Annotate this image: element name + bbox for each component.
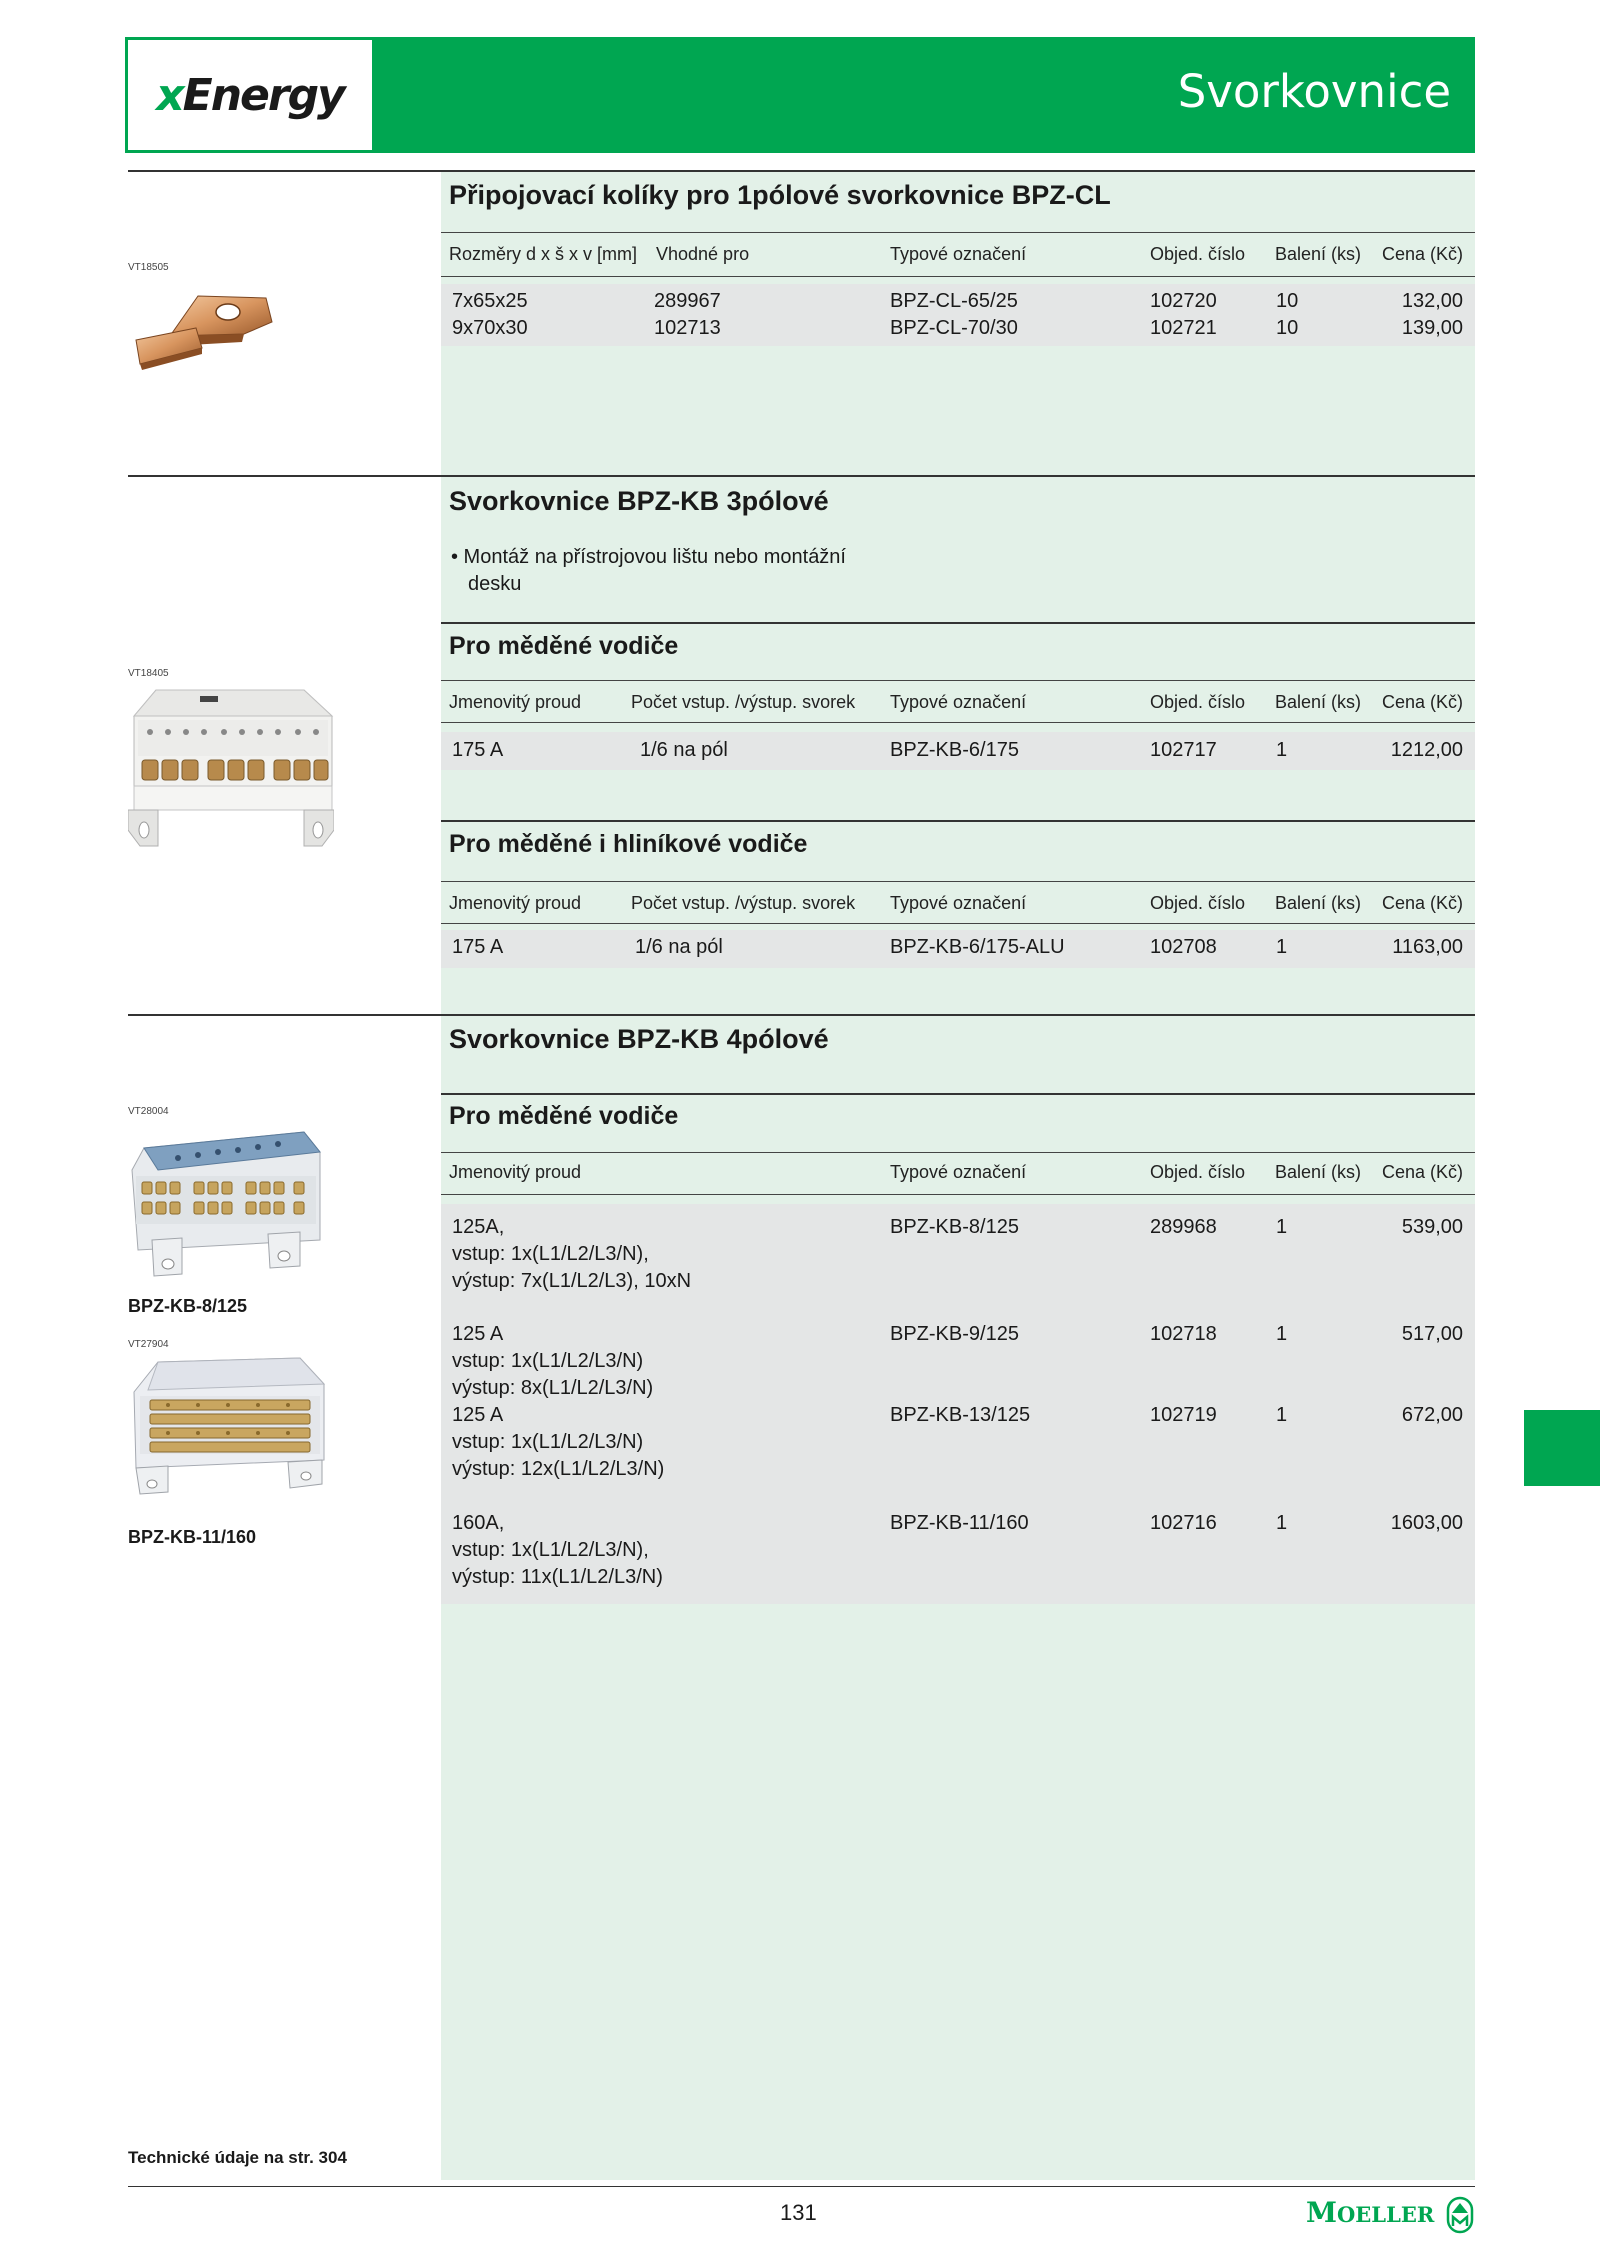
col-header: Rozměry d x š x v [mm]	[449, 244, 638, 264]
col-header: Objed. číslo	[1150, 692, 1246, 712]
col-header: Jmenovitý proud	[449, 893, 582, 913]
table-cell: 1	[1276, 1512, 1288, 1534]
section-divider	[128, 170, 1475, 172]
table-cell: 102708	[1150, 936, 1217, 958]
image-code: VT18505	[128, 262, 169, 273]
table-cell-price: 132,00	[1401, 290, 1463, 312]
moeller-logo: MOELLER	[1306, 2196, 1435, 2229]
table-rule	[441, 680, 1475, 681]
terminal-block-3pole-image	[128, 686, 334, 856]
table-cell: 10	[1276, 317, 1299, 339]
table-cell: 125A, vstup: 1x(L1/L2/L3/N), výstup: 7x(L1/L2/L3), 10xN	[452, 1216, 692, 1292]
table-cell: 1/6 na pól	[640, 739, 728, 761]
xenergy-logo-box	[128, 40, 372, 150]
table-cell-price: 1163,00	[1392, 936, 1463, 958]
table-rule	[441, 232, 1475, 233]
table-cell: 102720	[1150, 290, 1217, 312]
table-cell: 160A, vstup: 1x(L1/L2/L3/N), výstup: 11x(L1/L2/L3/N)	[452, 1512, 663, 1588]
page-number: 131	[780, 2200, 817, 2225]
section-divider	[128, 1014, 1475, 1016]
image-code: VT28004	[128, 1106, 169, 1117]
table-cell: BPZ-KB-13/125	[890, 1404, 1031, 1426]
image-code: VT18405	[128, 668, 169, 679]
col-header: Typové označení	[890, 1162, 1027, 1182]
feature-bullet: • Montáž na přístrojovou lištu nebo montážní	[451, 546, 846, 568]
section-title-bpz-kb-3: Svorkovnice BPZ-KB 3pólové	[449, 486, 829, 516]
table-cell: 7x65x25	[452, 290, 528, 312]
col-header: Balení (ks)	[1275, 244, 1362, 264]
table-rule	[441, 276, 1475, 277]
table-cell: 1	[1276, 739, 1288, 761]
page-header	[125, 37, 1475, 153]
col-header: Počet vstup. /výstup. svorek	[631, 692, 856, 712]
table-cell: 289968	[1150, 1216, 1217, 1238]
table-cell: BPZ-CL-65/25	[890, 290, 1018, 312]
table-cell: 102713	[654, 317, 721, 339]
col-header: Cena (Kč)	[1382, 1162, 1464, 1182]
table-cell: BPZ-KB-6/175-ALU	[890, 936, 1065, 958]
col-header: Počet vstup. /výstup. svorek	[631, 893, 856, 913]
table-rule	[441, 722, 1475, 723]
subsection-divider	[441, 1093, 1475, 1095]
table-cell: 1/6 na pól	[635, 936, 723, 958]
section-divider	[128, 475, 1475, 477]
xenergy-logo: xEnergy	[156, 69, 344, 121]
table-cell: 1	[1276, 1216, 1288, 1238]
table-cell: 125 A vstup: 1x(L1/L2/L3/N) výstup: 8x(L1/L2/L3/N)	[452, 1323, 654, 1399]
table-rule	[441, 881, 1475, 882]
section-title-bpz-kb-4: Svorkovnice BPZ-KB 4pólové	[449, 1024, 829, 1054]
col-header: Balení (ks)	[1275, 893, 1362, 913]
terminal-block-4pole-blue-image	[128, 1130, 324, 1282]
section-title-bpz-cl: Připojovací kolíky pro 1pólové svorkovnice BPZ-CL	[449, 180, 1111, 210]
subsection-title: Pro měděné vodiče	[449, 1102, 679, 1130]
table-cell-price: 1603,00	[1390, 1512, 1463, 1534]
col-header: Jmenovitý proud	[449, 1162, 582, 1182]
table-cell: 102719	[1150, 1404, 1217, 1426]
image-caption: BPZ-KB-8/125	[128, 1296, 248, 1316]
col-header: Objed. číslo	[1150, 244, 1246, 264]
col-header: Vhodné pro	[656, 244, 750, 264]
table-cell: 102721	[1150, 317, 1217, 339]
table-cell: 10	[1276, 290, 1299, 312]
table-cell: 175 A	[452, 936, 504, 958]
col-header: Typové označení	[890, 244, 1027, 264]
table-cell: 102718	[1150, 1323, 1217, 1345]
col-header: Objed. číslo	[1150, 893, 1246, 913]
table-cell: BPZ-KB-9/125	[890, 1323, 1019, 1345]
col-header: Balení (ks)	[1275, 692, 1362, 712]
table-cell-price: 517,00	[1401, 1323, 1463, 1345]
table-rule	[441, 923, 1475, 924]
chapter-tab-marker	[1524, 1410, 1600, 1486]
table-cell: 102716	[1150, 1512, 1217, 1534]
table-cell: BPZ-CL-70/30	[890, 317, 1018, 339]
copper-pin-image	[126, 288, 276, 372]
table-cell-price: 1212,00	[1390, 739, 1463, 761]
table-cell: 1	[1276, 1404, 1288, 1426]
col-header: Balení (ks)	[1275, 1162, 1362, 1182]
col-header: Objed. číslo	[1150, 1162, 1246, 1182]
col-header: Cena (Kč)	[1382, 893, 1464, 913]
footer-rule	[128, 2186, 1475, 2187]
page-title: Svorkovnice	[1177, 65, 1451, 118]
col-header: Jmenovitý proud	[449, 692, 582, 712]
table-cell: BPZ-KB-11/160	[890, 1512, 1029, 1534]
subsection-title: Pro měděné vodiče	[449, 632, 679, 660]
table-cell: 102717	[1150, 739, 1217, 761]
image-caption: BPZ-KB-11/160	[128, 1527, 257, 1547]
image-code: VT27904	[128, 1339, 169, 1350]
terminal-block-4pole-cover-image	[128, 1356, 328, 1498]
table-cell: 9x70x30	[452, 317, 528, 339]
table-cell-price: 672,00	[1401, 1404, 1463, 1426]
subsection-title: Pro měděné i hliníkové vodiče	[449, 830, 808, 858]
table-cell: 1	[1276, 936, 1288, 958]
table-rule	[441, 1152, 1475, 1153]
col-header: Cena (Kč)	[1382, 692, 1464, 712]
table-cell: 289967	[654, 290, 721, 312]
moeller-emblem-icon	[1446, 2196, 1474, 2234]
table-cell: 125 A vstup: 1x(L1/L2/L3/N) výstup: 12x(L1/L2/L3/N)	[452, 1404, 665, 1480]
table-cell-price: 139,00	[1401, 317, 1463, 339]
table-cell: 1	[1276, 1323, 1288, 1345]
subsection-divider	[441, 622, 1475, 624]
col-header: Cena (Kč)	[1382, 244, 1464, 264]
technical-data-note: Technické údaje na str. 304	[128, 2148, 347, 2167]
table-cell: BPZ-KB-8/125	[890, 1216, 1019, 1238]
table-cell: 175 A	[452, 739, 504, 761]
table-rule	[441, 1194, 1475, 1195]
feature-bullet-cont: desku	[468, 573, 522, 595]
table-cell: BPZ-KB-6/175	[890, 739, 1019, 761]
col-header: Typové označení	[890, 893, 1027, 913]
col-header: Typové označení	[890, 692, 1027, 712]
subsection-divider	[441, 820, 1475, 822]
table-cell-price: 539,00	[1401, 1216, 1463, 1238]
